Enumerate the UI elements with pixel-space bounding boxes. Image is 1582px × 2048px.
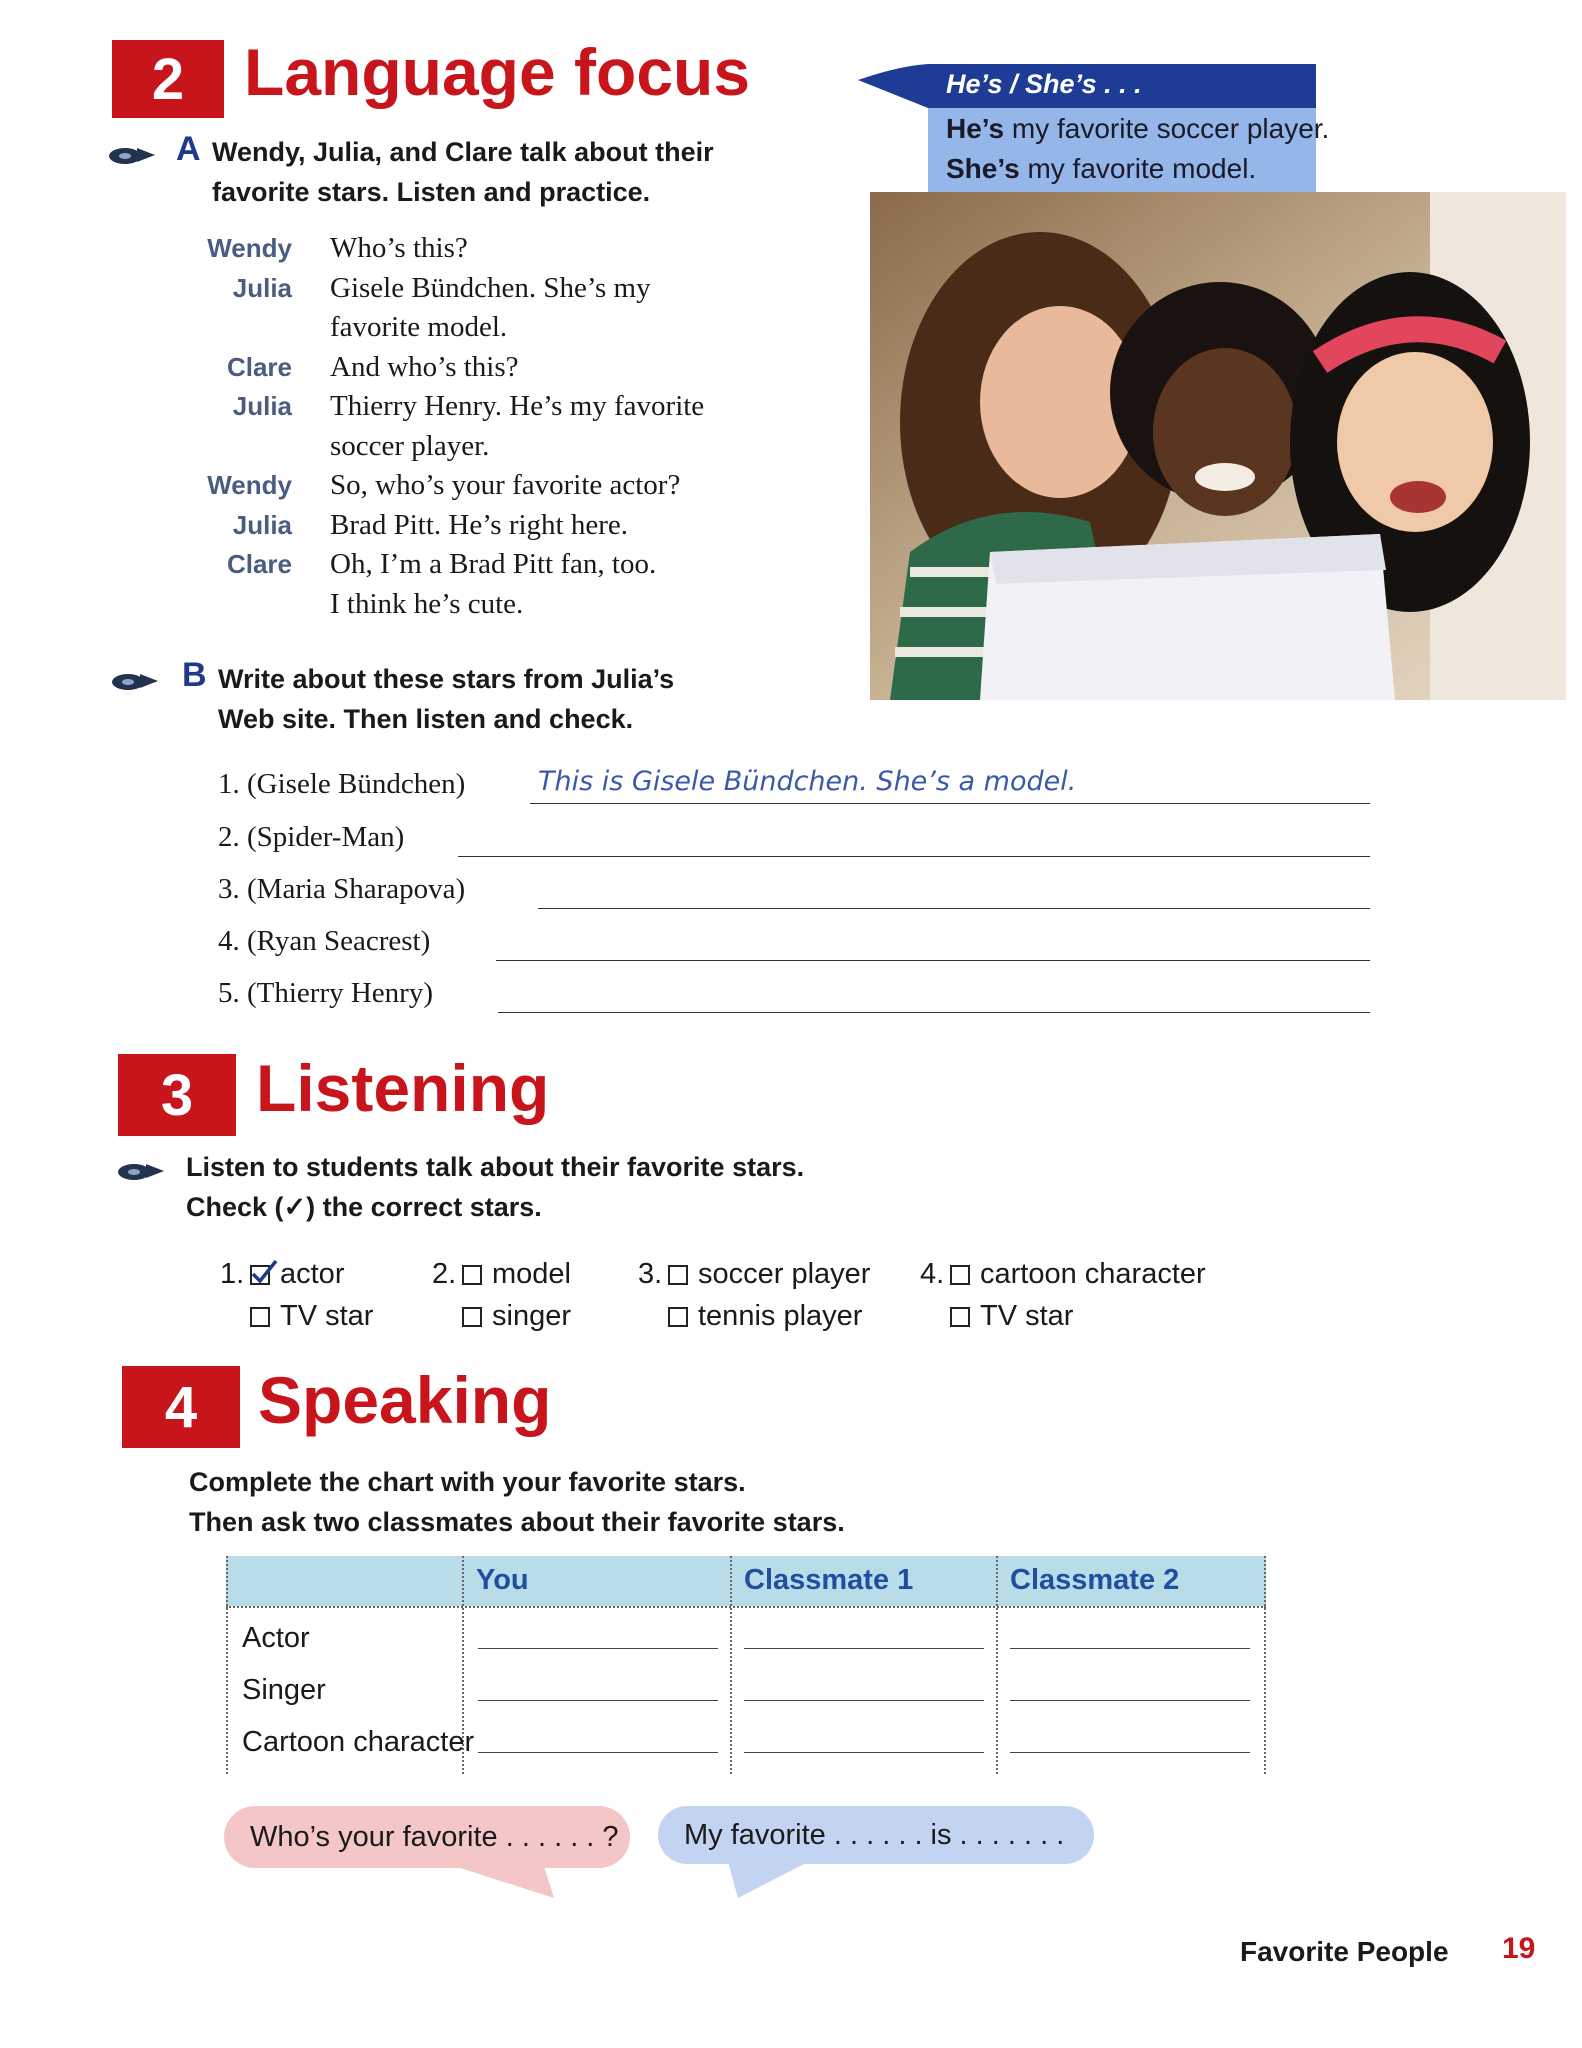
chart-header-you: You [476,1564,529,1596]
audio-icon[interactable] [110,670,160,692]
exercise-item-label: 3. (Maria Sharapova) [218,873,466,905]
option-label: TV star [980,1300,1074,1332]
chart-blank[interactable] [744,1648,984,1649]
option-label: model [492,1258,571,1290]
chart-blank[interactable] [744,1700,984,1701]
checkbox[interactable] [668,1307,688,1327]
section-4-title: Speaking [258,1363,552,1437]
listening-group [920,1253,1206,1337]
section-2-title: Language focus [244,35,751,109]
checkbox[interactable] [462,1265,482,1285]
listening-group [220,1253,373,1337]
speaker-name: Julia [232,509,292,540]
speaker-name: Julia [232,391,292,421]
dialogue-text: soccer player. [330,429,490,462]
speech-bubble-answer: My favorite . . . . . . is . . . . . . . [684,1818,1065,1851]
checkbox[interactable] [462,1307,482,1327]
checkbox[interactable] [950,1265,970,1285]
chart-blank[interactable] [1010,1700,1250,1701]
speaker-name: Wendy [207,233,292,263]
checkbox[interactable] [668,1265,688,1285]
exercise-item-label: 2. (Spider-Man) [218,821,405,853]
speaker-name: Wendy [207,470,292,500]
section-4-number: 4 [122,1366,240,1448]
listening-group [432,1253,571,1337]
dialogue-text: Gisele Bündchen. She’s my [330,271,651,304]
chart-header-classmate-2: Classmate 2 [1010,1564,1180,1596]
grammar-line-1: He’s my favorite soccer player. [946,113,1330,144]
exercise-item-label: 4. (Ryan Seacrest) [218,925,431,957]
checkbox[interactable] [250,1307,270,1327]
audio-icon[interactable] [116,1160,166,1182]
part-a-instruction: Wendy, Julia, and Clare talk about their favorite stars. Listen and practice. [212,137,714,207]
speech-bubble-question: Who’s your favorite . . . . . . ? [250,1820,619,1853]
answer-line[interactable] [538,908,1370,909]
listening-instruction: Listen to students talk about their favorite stars. Check (✓) the correct stars. [186,1152,805,1222]
option-label: cartoon character [980,1258,1206,1290]
chart-blank[interactable] [478,1700,718,1701]
photo-three-girls-laptop [870,192,1566,700]
answer-line[interactable] [530,803,1370,804]
dialogue-text: Thierry Henry. He’s my favorite [330,390,705,422]
favorites-chart [226,1556,1266,1776]
chart-header-classmate-1: Classmate 1 [744,1564,914,1596]
group-number: 4. [920,1258,945,1290]
part-b-letter: B [182,656,207,694]
checkbox[interactable] [950,1307,970,1327]
listening-group [638,1253,870,1337]
page-number: 19 [1502,1932,1536,1965]
answer-line[interactable] [458,856,1370,857]
footer-unit-title: Favorite People [1240,1936,1449,1967]
exercise-item-label: 5. (Thierry Henry) [218,977,433,1009]
option-label: actor [280,1258,345,1290]
group-number: 2. [432,1258,457,1290]
answer-line[interactable] [498,1012,1370,1013]
answer-line[interactable] [496,960,1370,961]
part-b-instruction: Write about these stars from Julia’s Web site. Then listen and check. [218,664,675,734]
group-number: 3. [638,1258,663,1290]
section-3-number: 3 [118,1054,236,1136]
section-3-title: Listening [256,1051,550,1125]
option-label: TV star [280,1300,374,1332]
option-label: singer [492,1300,571,1332]
dialogue-text: And who’s this? [330,350,519,383]
group-number: 1. [220,1258,245,1290]
grammar-box-title: He’s / She’s . . . [946,69,1142,99]
chart-blank[interactable] [1010,1648,1250,1649]
chart-blank[interactable] [478,1752,718,1753]
answer-text: This is Gisele Bündchen. She’s a model. [538,766,1077,797]
chart-blank[interactable] [478,1648,718,1649]
dialogue-text: Brad Pitt. He’s right here. [330,508,629,541]
checkmark-icon [250,1259,278,1287]
audio-icon[interactable] [107,144,157,166]
speaker-name: Clare [226,351,292,382]
chart-blank[interactable] [744,1752,984,1753]
section-2-number: 2 [112,40,224,118]
chart-row-actor: Actor [242,1622,310,1654]
speaker-name: Clare [226,549,292,579]
chart-blank[interactable] [1010,1752,1250,1753]
speaker-name: Julia [232,272,292,303]
chart-row-singer: Singer [242,1674,326,1706]
dialogue-text: Oh, I’m a Brad Pitt fan, too. [330,548,657,580]
speaking-instruction: Complete the chart with your favorite stars. Then ask two classmates about their favorite stars. [189,1467,845,1537]
grammar-line-2: She’s my favorite model. [946,153,1257,184]
exercise-item-label: 1. (Gisele Bündchen) [218,768,466,800]
chart-row-cartoon: Cartoon character [242,1726,475,1758]
dialogue-text: Who’s this? [330,232,468,264]
checkbox[interactable] [250,1265,270,1285]
option-label: soccer player [698,1258,871,1290]
dialogue-text: I think he’s cute. [330,587,524,620]
part-a-letter: A [176,130,201,168]
option-label: tennis player [698,1300,863,1332]
dialogue-text: favorite model. [330,311,508,343]
dialogue-text: So, who’s your favorite actor? [330,469,681,501]
